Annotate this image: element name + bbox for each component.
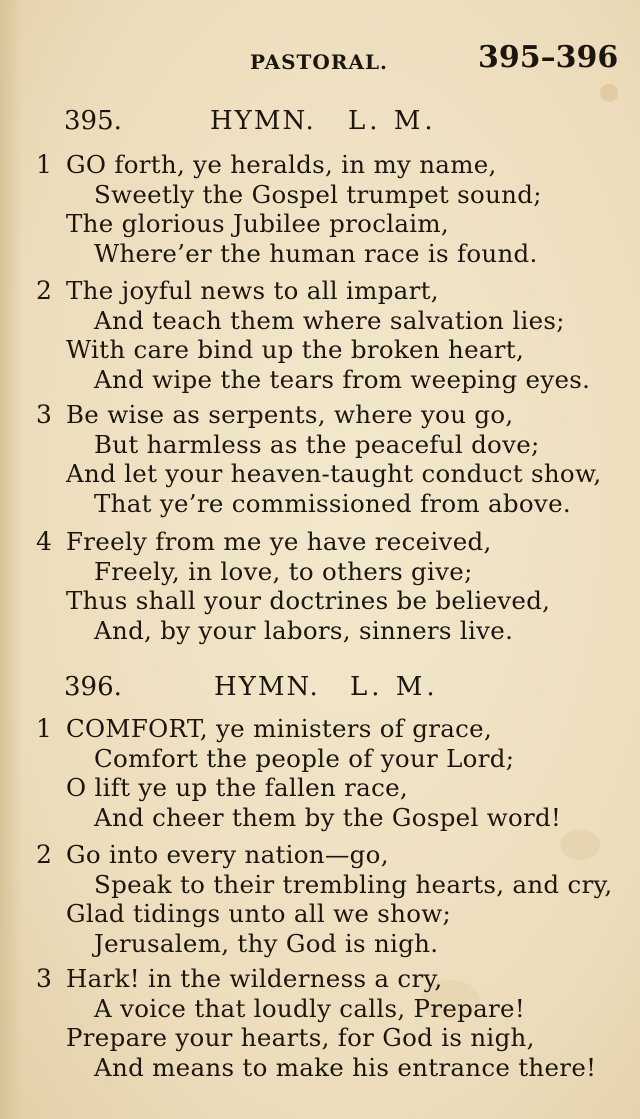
verse-line: Where’er the human race is found. [94,239,538,268]
verse-line: Speak to their trembling hearts, and cry, [94,870,613,899]
stanza-number: 3 [36,964,52,993]
hymn-label: HYMN. [214,672,320,702]
verse-line: And means to make his entrance there! [94,1053,597,1082]
paper-stain [560,830,600,860]
verse-line: Jerusalem, thy God is nigh. [94,929,439,958]
stanza-number: 2 [36,840,52,869]
verse-line: Prepare your hearts, for God is nigh, [66,1023,535,1052]
verse-line: And teach them where salvation lies; [94,306,565,335]
verse-line: Comfort the people of your Lord; [94,744,515,773]
verse-line: With care bind up the broken heart, [66,335,525,364]
page-edge-shadow [0,0,22,1119]
verse-line: GO forth, ye heralds, in my name, [66,150,497,179]
verse-line: The joyful news to all impart, [66,276,439,305]
verse-line: Glad tidings unto all we show; [66,899,452,928]
stanza-number: 3 [36,400,52,429]
verse-line: That ye’re commissioned from above. [94,489,571,518]
verse-line: Go into every nation—go, [66,840,389,869]
stanza-number: 1 [36,150,52,179]
verse-line: Be wise as serpents, where you go, [66,400,514,429]
hymn-meter: L. M. [350,672,439,702]
running-title: PASTORAL. [250,50,389,74]
page-header [0,40,640,80]
verse-line: And wipe the tears from weeping eyes. [94,365,591,394]
verse-line: A voice that loudly calls, Prepare! [94,994,525,1023]
hymn-label: HYMN. [210,106,316,136]
hymn-title [0,672,640,712]
verse-line: And, by your labors, sinners live. [94,616,514,645]
verse-line: And let your heaven-taught conduct show, [66,459,602,488]
verse-line: Hark! in the wilderness a cry, [66,964,443,993]
hymn-meter: L. M. [348,106,437,136]
verse-line: Thus shall your doctrines be believed, [66,586,551,615]
stanza-number: 4 [36,527,52,556]
stanza-number: 2 [36,276,52,305]
verse-line: But harmless as the peaceful dove; [94,430,540,459]
verse-line: The glorious Jubilee proclaim, [66,209,450,238]
stanza-number: 1 [36,714,52,743]
hymn-number: 395. [64,106,122,136]
paper-stain [600,84,618,102]
hymn-number: 396. [64,672,122,702]
verse-line: COMFORT, ye ministers of grace, [66,714,493,743]
page-number: 395–396 [478,40,619,75]
verse-line: Freely from me ye have received, [66,527,492,556]
verse-line: Sweetly the Gospel trumpet sound; [94,180,542,209]
hymn-title [0,106,640,146]
verse-line: And cheer them by the Gospel word! [94,803,562,832]
verse-line: O lift ye up the fallen race, [66,773,408,802]
verse-line: Freely, in love, to others give; [94,557,473,586]
